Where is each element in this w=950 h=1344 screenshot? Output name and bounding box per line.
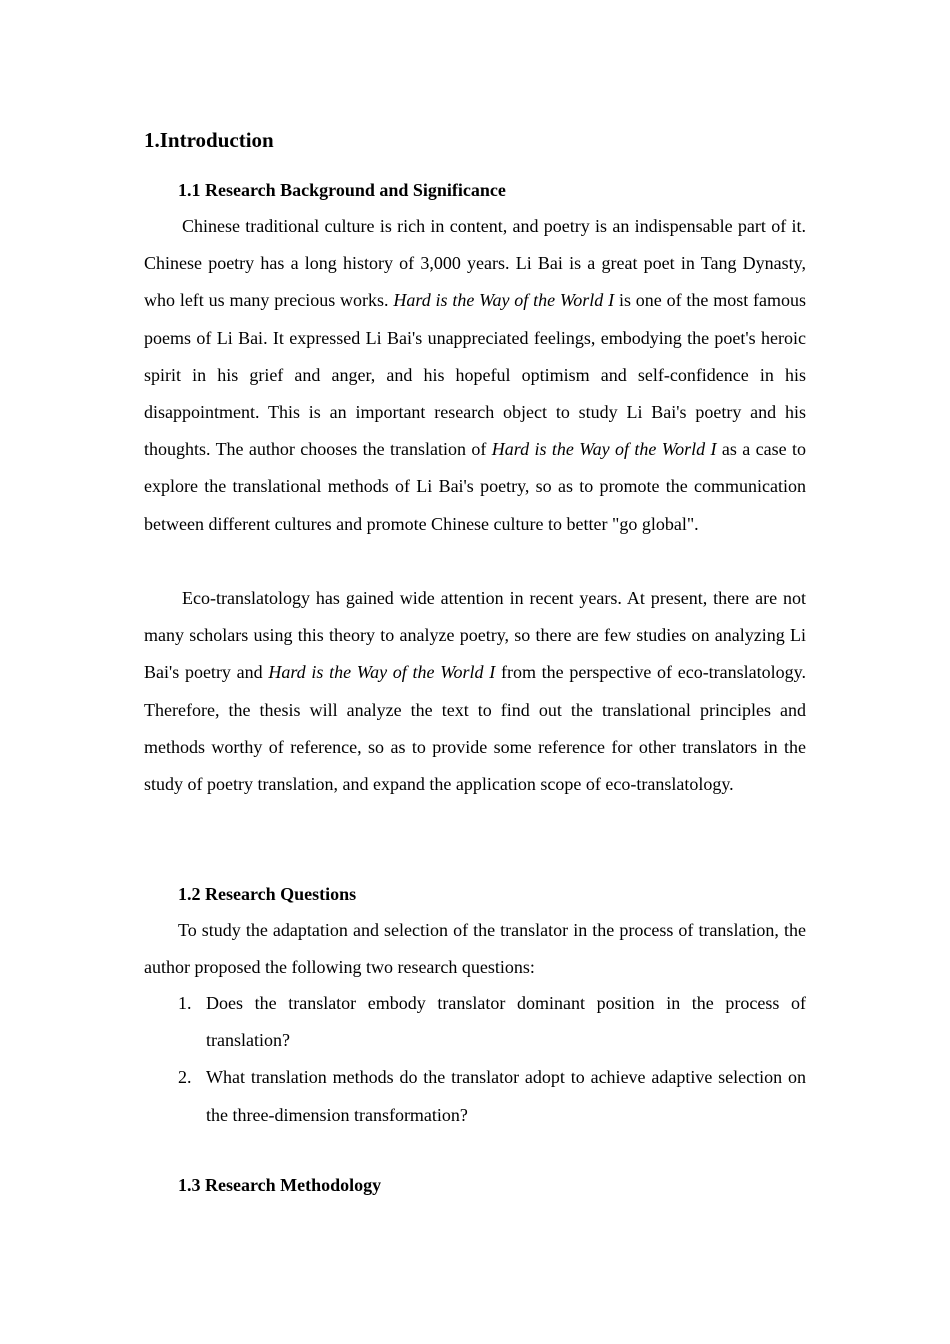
paragraph-text: Eco-translatology has gained wide attention in recent years. At present, there are not many scholars using this theory to analyze poetry, so there are few studies on analyzing Li Bai's poetry and bbox=[144, 588, 806, 683]
list-item-text: What translation methods do the translator adopt to achieve adaptive selection on the three-dimension transformation? bbox=[206, 1067, 806, 1125]
paragraph-questions-intro: To study the adaptation and selection of the translator in the process of translation, the author proposed the following two research questions: bbox=[144, 920, 806, 978]
list-item bbox=[144, 985, 806, 1059]
list-item-number: 1. bbox=[178, 993, 192, 1013]
paragraph-text: from the perspective of eco-translatology. Therefore, the thesis will analyze the text to find out the translational principles and methods worthy of reference, so as to provide some reference for other translators in the study of poetry translation, and expand the application scope of eco-translatology. bbox=[144, 662, 806, 795]
section-heading-questions: 1.2 Research Questions bbox=[178, 884, 357, 904]
paragraph-text: Chinese traditional culture is rich in content, and poetry is an indispensable part of it. Chinese poetry has a long history of 3,000 years. Li Bai is a great poet in Tang Dynasty, who left us many precious works. bbox=[144, 216, 806, 311]
list-item-number: 2. bbox=[178, 1067, 192, 1088]
poem-title: Hard is the Way of the World I bbox=[268, 662, 496, 683]
paragraph-background bbox=[144, 208, 806, 543]
section-heading-background: 1.1 Research Background and Significance bbox=[178, 180, 506, 200]
list-item-text: Does the translator embody translator dominant position in the process of translation? bbox=[206, 993, 806, 1051]
poem-title: Hard is the Way of the World I bbox=[393, 290, 615, 311]
paragraph-eco-translatology bbox=[144, 580, 806, 803]
section-heading-methodology: 1.3 Research Methodology bbox=[178, 1175, 382, 1195]
research-questions-list bbox=[144, 985, 806, 1134]
paragraph-text: is one of the most famous poems of Li Bai. It expressed Li Bai's unappreciated feelings, embodying the poet's heroic spirit in his grief and anger, and his hopeful optimism and self-confidence in his disappointment. This is an important research object to study Li Bai's poetry and his thoughts. The author chooses the translation of bbox=[144, 290, 807, 460]
list-item bbox=[144, 1059, 806, 1133]
paragraph-text: as a case to explore the translational methods of Li Bai's poetry, so as to promote the communication between different cultures and promote Chinese culture to better "go global". bbox=[144, 439, 806, 534]
poem-title: Hard is the Way of the World I bbox=[491, 439, 717, 460]
chapter-heading: 1.Introduction bbox=[144, 128, 274, 152]
